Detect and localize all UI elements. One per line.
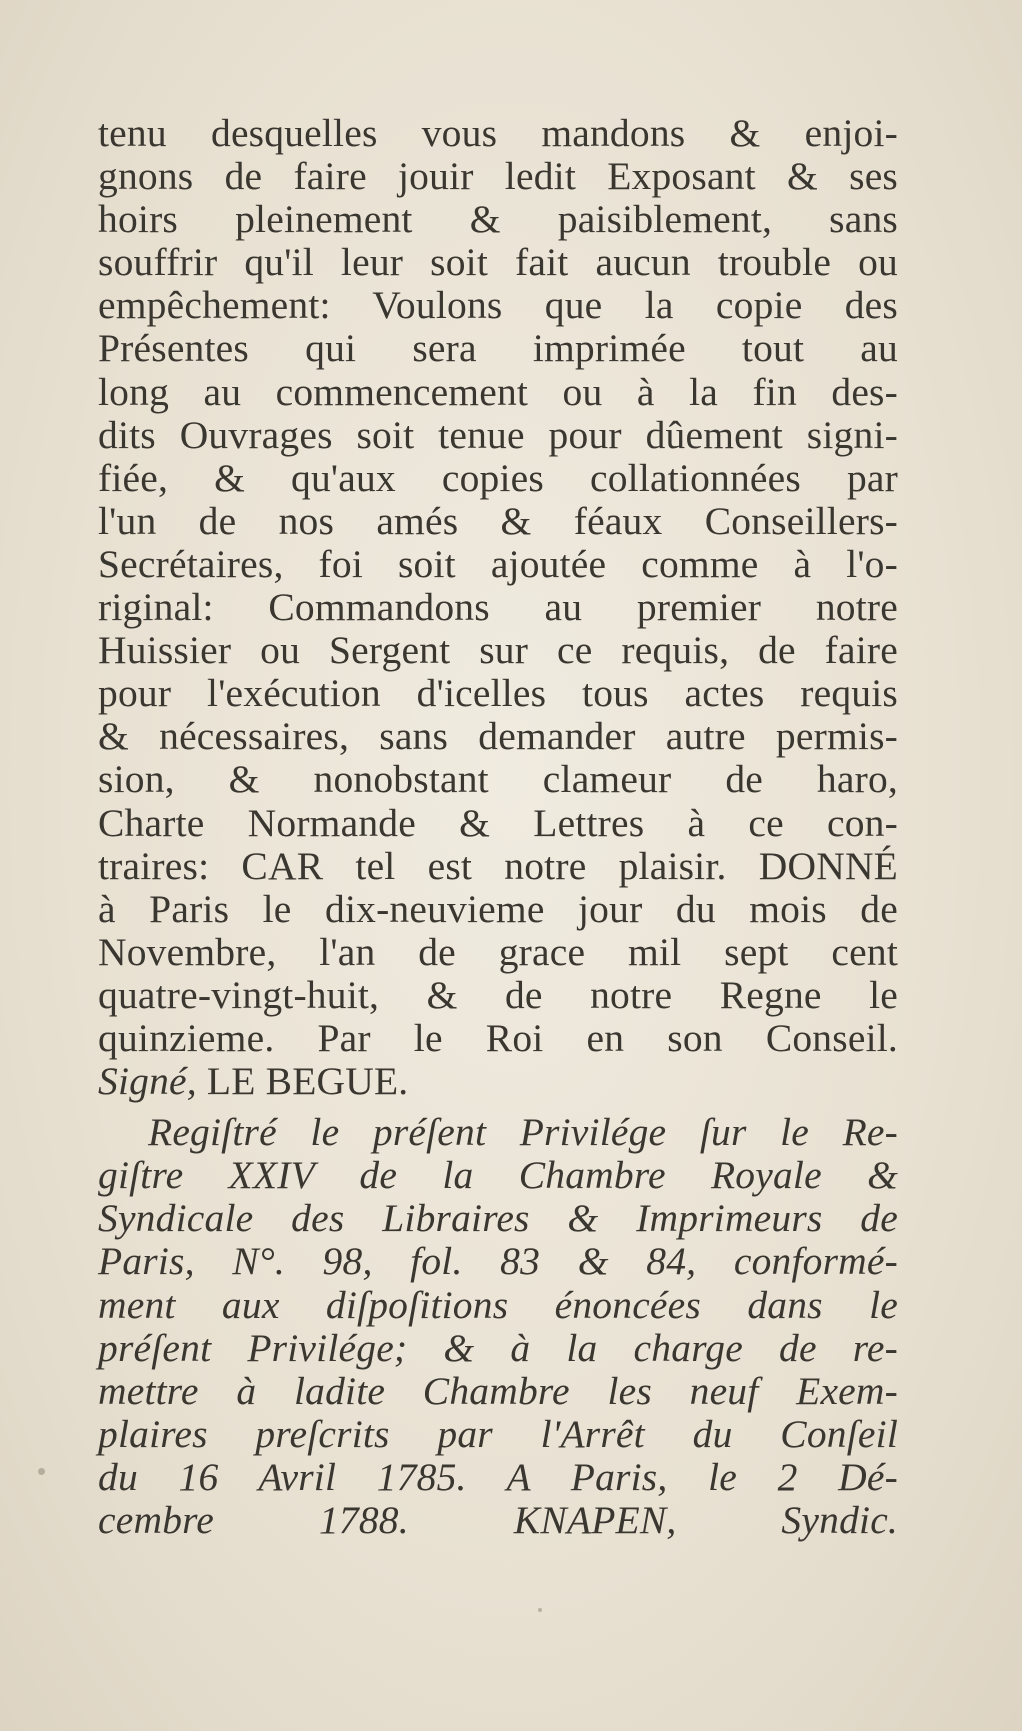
registration-line: plaires preſcrits par l'Arrêt du Conſeil — [98, 1411, 898, 1456]
text-line: traires: CAR tel est notre plaisir. DONNÉ — [98, 843, 898, 888]
text-line: gnons de faire jouir ledit Exposant & ses — [98, 154, 898, 199]
text-line: Présentes qui sera imprimée tout au — [98, 326, 898, 371]
text-line: quinzieme. Par le Roi en son Conseil. — [98, 1015, 898, 1060]
registration-line: giſtre XXIV de la Chambre Royale & — [98, 1153, 898, 1198]
signature-line — [98, 1060, 898, 1103]
text-line: riginal: Commandons au premier notre — [98, 585, 898, 630]
registration-line: Regiſtré le préſent Privilége ſur le Re- — [148, 1110, 898, 1155]
text-line: Novembre, l'an de grace mil sept cent — [98, 929, 898, 974]
registration-line: du 16 Avril 1785. A Paris, le 2 Dé- — [98, 1454, 898, 1499]
main-paragraph — [98, 112, 898, 1103]
text-line: Secrétaires, foi soit ajoutée comme à l'o- — [98, 541, 898, 586]
text-line: Charte Normande & Lettres à ce con- — [98, 800, 898, 845]
signed-label: Signé, — [98, 1059, 197, 1104]
text-line: long au commencement ou à la fin des- — [98, 369, 898, 414]
text-line: sion, & nonobstant clameur de haro, — [98, 757, 898, 802]
text-line: empêchement: Voulons que la copie des — [98, 283, 898, 328]
text-line: dits Ouvrages soit tenue pour dûement signi- — [98, 412, 898, 457]
text-line: quatre-vingt-huit, & de notre Regne le — [98, 972, 898, 1017]
page-text — [98, 112, 898, 1542]
paper-spot — [538, 1608, 542, 1612]
registration-line: ment aux diſpoſitions énoncées dans le — [98, 1282, 898, 1327]
text-line: & nécessaires, sans demander autre permis- — [98, 714, 898, 759]
paper-spot — [38, 1468, 45, 1475]
text-line: à Paris le dix-neuvieme jour du mois de — [98, 886, 898, 931]
text-line: pour l'exécution d'icelles tous actes requis — [98, 671, 898, 716]
registration-line: préſent Privilége; & à la charge de re- — [98, 1325, 898, 1370]
signer-name: LE BEGUE. — [206, 1059, 409, 1104]
registration-paragraph — [98, 1111, 898, 1542]
registration-line: Paris, N°. 98, fol. 83 & 84, conformé- — [98, 1239, 898, 1284]
text-line: l'un de nos amés & féaux Conseillers- — [98, 498, 898, 543]
text-line: souffrir qu'il leur soit fait aucun trouble ou — [98, 240, 898, 285]
text-line: hoirs pleinement & paisiblement, sans — [98, 197, 898, 242]
registration-line: mettre à ladite Chambre les neuf Exem- — [98, 1368, 898, 1413]
registration-line: Syndicale des Libraires & Imprimeurs de — [98, 1196, 898, 1241]
text-line: Huissier ou Sergent sur ce requis, de faire — [98, 628, 898, 673]
text-line: fiée, & qu'aux copies collationnées par — [98, 455, 898, 500]
text-line: tenu desquelles vous mandons & enjoi- — [98, 111, 898, 155]
registration-line: cembre 1788. KNAPEN, Syndic. — [98, 1498, 898, 1542]
